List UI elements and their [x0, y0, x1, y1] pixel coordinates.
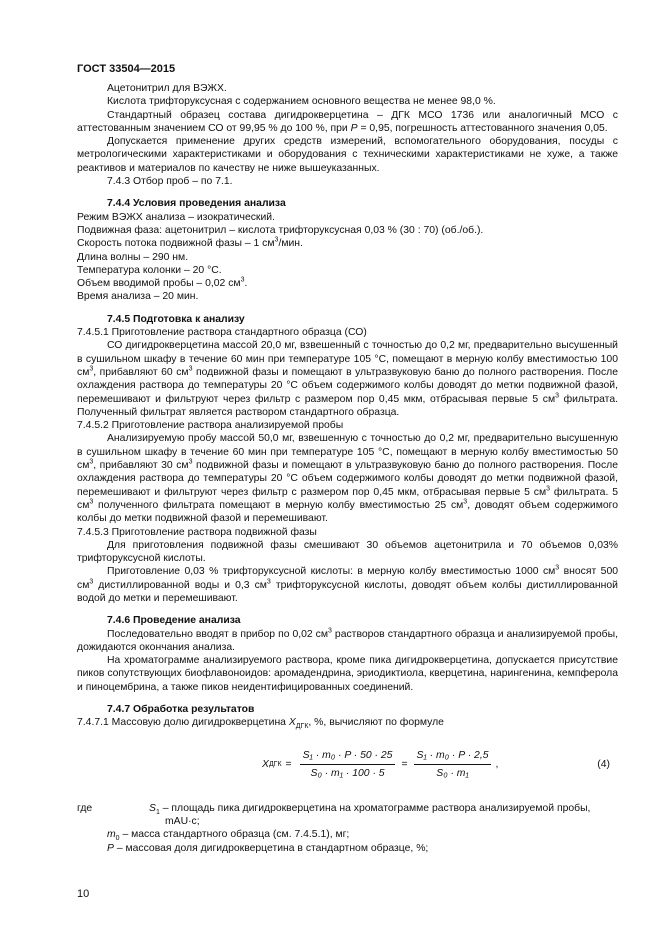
line-injection-volume: Объем вводимой пробы – 0,02 $см^3$.	[77, 276, 248, 290]
paragraph-sampling: 7.4.3 Отбор проб – по 7.1.	[107, 176, 233, 188]
paragraph-7452: Анализируемую пробу массой 50,0 мг, взвешенную с точностью до 0,2 мг, предварительно высушенную в сушильном шкафу в течение 60 мин при температуре 105 °С, помещают в мерную колбу вместимостью 50 $см^3$, прибавляют 30 $см^3$ подвижной фазы и помещают в ультразвуковую баню до полного растворения. После охлаждения раствора до температуры 20 °С объем содержимого колбы доводят до метки подвижной фазой, перемешивают и фильтруют через фильтр с размером пор 0,45 мкм, отбрасывая первые 5 $см^3$ фильтрата. 5 $см^3$ полученного фильтрата помещают в мерную колбу вместимостью 25 $см^3$, доводят объем содержимого колбы до метки подвижной фазой и перемешивают.	[77, 433, 619, 525]
line-mobile-phase: Подвижная фаза: ацетонитрил – кислота трифторуксусная 0,03 % (30 : 70) (об./об.).	[77, 224, 484, 236]
formula-fraction-1	[300, 749, 396, 781]
formula-fraction-1-numerator: S₁ · m₀ · P · 50 · 25	[300, 749, 396, 765]
line-analysis-time: Время анализа – 20 мин.	[77, 291, 199, 303]
subsection-title-7452: 7.4.5.2 Приготовление раствора анализируемой пробы	[77, 420, 344, 432]
where-label: где	[77, 802, 93, 814]
paragraph-tfa: Кислота трифторуксусная с содержанием основного вещества не менее 98,0 %.	[107, 96, 496, 108]
page-number: 10	[77, 888, 90, 900]
subsection-title-7451: 7.4.5.1 Приготовление раствора стандартного образца (СО)	[77, 327, 367, 339]
section-title-744: 7.4.4 Условия проведения анализа	[107, 198, 286, 210]
formula: X ДГК = $\frac{\text{S₁ · m₀ · P · 50 · 25}}{\text{S₀ · m₁ · 100 · 5}}$ = $\frac{\text{S₁ · m₀ · P · 2,5}}{\text{S₀ · m₁}}$ ,	[262, 749, 499, 780]
formula-equals-1: =	[285, 759, 292, 770]
paragraph-7453-mix: Для приготовления подвижной фазы смешивают 30 объемов ацетонитрила и 70 объемов 0,03% трифторуксусной кислоты.	[77, 539, 618, 565]
formula-fraction-2-numerator: S₁ · m₀ · P · 2,5	[414, 749, 492, 765]
section-title-746: 7.4.6 Проведение анализа	[107, 615, 241, 627]
paragraph-7453-tfa: Приготовление 0,03 % трифторуксусной кислоты: в мерную колбу вместимостью 1000 $см^3$ вносят 500 $см^3$ дистиллированной воды и 0,3 $см^3$ трифторуксусной кислоты, доводят объем колбы дистиллированной водой до метки и перемешивают.	[77, 564, 619, 604]
paragraph-7451: СО дигидрокверцетина массой 20,0 мг, взвешенный с точностью до 0,2 мг, предварительно высушенный в сушильном шкафу в течение 60 мин при температуре 105 °С, помещают в мерную колбу вместимостью 100 $см^3$, прибавляют 60 $см^3$ подвижной фазы и помещают в ультразвуковую баню до полного растворения. После охлаждения раствора до температуры 20 °С объем содержимого колбы доводят до метки подвижной фазой, перемешивают и фильтруют через фильтр с размером пор 0,45 мкм, отбрасывая первые 5 $см^3$ фильтрата. Полученный фильтрат является раствором стандартного образца.	[77, 340, 618, 418]
section-title-745: 7.4.5 Подготовка к анализу	[107, 313, 245, 325]
formula-equals-2: =	[401, 759, 408, 770]
formula-tail: ,	[495, 759, 499, 770]
formula-number: (4)	[597, 758, 610, 770]
paragraph-other-equipment: Допускается применение других средств измерений, вспомогательного оборудования, посуды с метрологическими характеристиками и оборудования с техническими характеристиками не хуже, а также реактивов и материалов по качеству не ниже вышеуказанных.	[77, 136, 618, 174]
formula-fraction-1-denominator: S₀ · m₁ · 100 · 5	[310, 768, 385, 780]
paragraph-acetonitrile: Ацетонитрил для ВЭЖХ.	[107, 83, 227, 94]
where-block	[77, 802, 618, 855]
line-wavelength: Длина волны – 290 нм.	[77, 251, 189, 263]
paragraph-7471: 7.4.7.1 Массовую долю дигидрокверцетина $X_{ДГК}$, %, вычисляют по формуле	[77, 717, 444, 731]
page-content	[77, 82, 618, 855]
section-title-747: 7.4.7 Обработка результатов	[107, 704, 255, 716]
where-p: Р – массовая доля дигидрокверцетина в стандартном образце, %;	[107, 842, 429, 854]
paragraph-standard-sample: Стандартный образец состава дигидрокверцетина – ДГК МСО 1736 или аналогичный МСО с аттестованным значением СО от 99,95 % до 100 %, при Р = 0,95, погрешность аттестованного значения 0,05.	[77, 109, 618, 134]
line-flow-rate: Скорость потока подвижной фазы – 1 $см^3$/мин.	[77, 236, 303, 250]
paragraph-746-chromatogram: На хроматограмме анализируемого раствора, кроме пика дигидрокверцетина, допускается присутствие пиков сопутствующих биофлавоноидов: аромадендрина, эриодиктиола, кверцетина, нарингенина, кемпферола и пиноцембрина, а также пиков неидентифицированных соединений.	[77, 655, 618, 693]
formula-lhs: X	[262, 759, 269, 770]
standard-header: ГОСТ 33504—2015	[77, 63, 176, 75]
paragraph-746-injection: Последовательно вводят в прибор по 0,02 $см^3$ растворов стандартного образца и анализируемой пробы, дожидаются окончания анализа.	[77, 627, 618, 653]
subsection-title-7453: 7.4.5.3 Приготовление раствора подвижной фазы	[77, 526, 317, 538]
formula-fraction-2	[414, 749, 492, 781]
formula-fraction-2-denominator: S₀ · m₁	[436, 768, 469, 780]
where-m0: $m_0$ – масса стандартного образца (см. 7.4.5.1), мг;	[107, 829, 350, 843]
formula-block	[77, 742, 618, 788]
where-s1: $S_1$ – площадь пика дигидрокверцетина на хроматограмме раствора анализируемой пробы, mAU·c;	[149, 802, 591, 827]
line-hplc-mode: Режим ВЭЖХ анализа – изократический.	[77, 211, 275, 223]
line-column-temp: Температура колонки – 20 °С.	[77, 264, 222, 276]
